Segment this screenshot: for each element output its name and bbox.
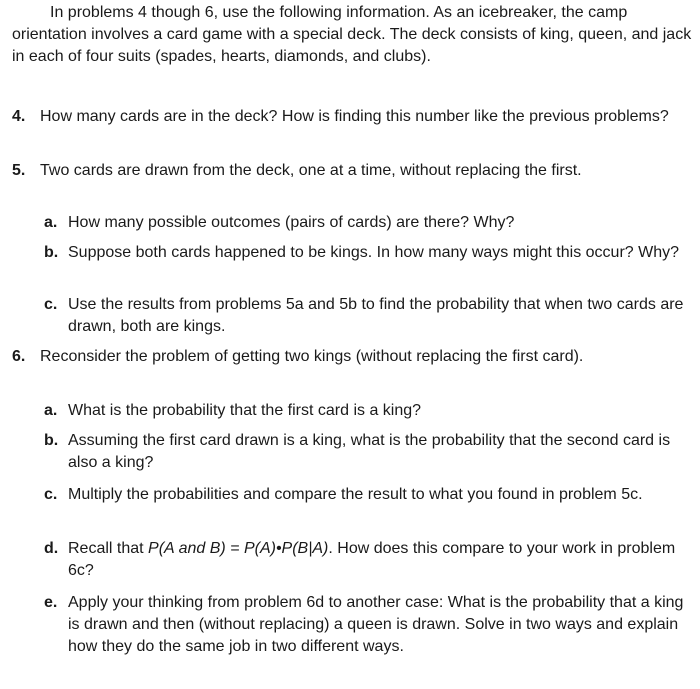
part-letter: b. bbox=[44, 432, 59, 449]
part-letter: a. bbox=[44, 402, 58, 419]
part-letter: d. bbox=[44, 540, 59, 557]
problem-6a bbox=[44, 400, 684, 422]
problem-number: 6. bbox=[12, 348, 26, 365]
problem-5b bbox=[44, 242, 684, 264]
problem-5 bbox=[12, 160, 692, 182]
part-text bbox=[68, 538, 684, 582]
intro-paragraph: In problems 4 though 6, use the following information. As an icebreaker, the camp orientation involves a card game with a special deck. The deck consists of king, queen, and jack in each of four suits (spades, hearts, diamonds, and clubs). bbox=[12, 4, 692, 65]
part-text: Assuming the first card drawn is a king, what is the probability that the second card is also a king? bbox=[68, 432, 671, 471]
part-letter: e. bbox=[44, 594, 58, 611]
part-text: Use the results from problems 5a and 5b to find the probability that when two cards are drawn, both are kings. bbox=[68, 296, 684, 335]
part-letter: c. bbox=[44, 296, 58, 313]
problem-5a bbox=[44, 212, 684, 234]
problem-text: Reconsider the problem of getting two kings (without replacing the first card). bbox=[40, 348, 584, 365]
part-text: How many possible outcomes (pairs of cards) are there? Why? bbox=[68, 214, 515, 231]
problem-number: 4. bbox=[12, 108, 26, 125]
problem-6e bbox=[44, 592, 684, 658]
problem-6 bbox=[12, 346, 692, 368]
part-letter: b. bbox=[44, 244, 59, 261]
probability-formula: P(A and B) = P(A)•P(B|A) bbox=[148, 540, 329, 557]
part-letter: c. bbox=[44, 486, 58, 503]
problem-5c bbox=[44, 294, 684, 338]
part-text: Suppose both cards happened to be kings. In how many ways might this occur? Why? bbox=[68, 244, 680, 261]
part-text-suffix: . How does this compare to your work in problem 6c? bbox=[68, 540, 676, 579]
problem-text: How many cards are in the deck? How is finding this number like the previous problems? bbox=[40, 108, 669, 125]
problem-6d bbox=[44, 538, 684, 582]
part-text-prefix: Recall that bbox=[68, 540, 149, 557]
part-letter: a. bbox=[44, 214, 58, 231]
problem-4 bbox=[12, 106, 692, 128]
problem-text: Two cards are drawn from the deck, one at a time, without replacing the first. bbox=[40, 162, 582, 179]
part-text: Apply your thinking from problem 6d to another case: What is the probability that a king is drawn and then (without replacing) a queen is drawn. Solve in two ways and explain how they do the same job in two different ways. bbox=[68, 594, 684, 655]
problem-number: 5. bbox=[12, 162, 26, 179]
part-text: What is the probability that the first card is a king? bbox=[68, 402, 422, 419]
problem-6b bbox=[44, 430, 684, 474]
problem-6c bbox=[44, 484, 684, 506]
part-text: Multiply the probabilities and compare the result to what you found in problem 5c. bbox=[68, 486, 643, 503]
